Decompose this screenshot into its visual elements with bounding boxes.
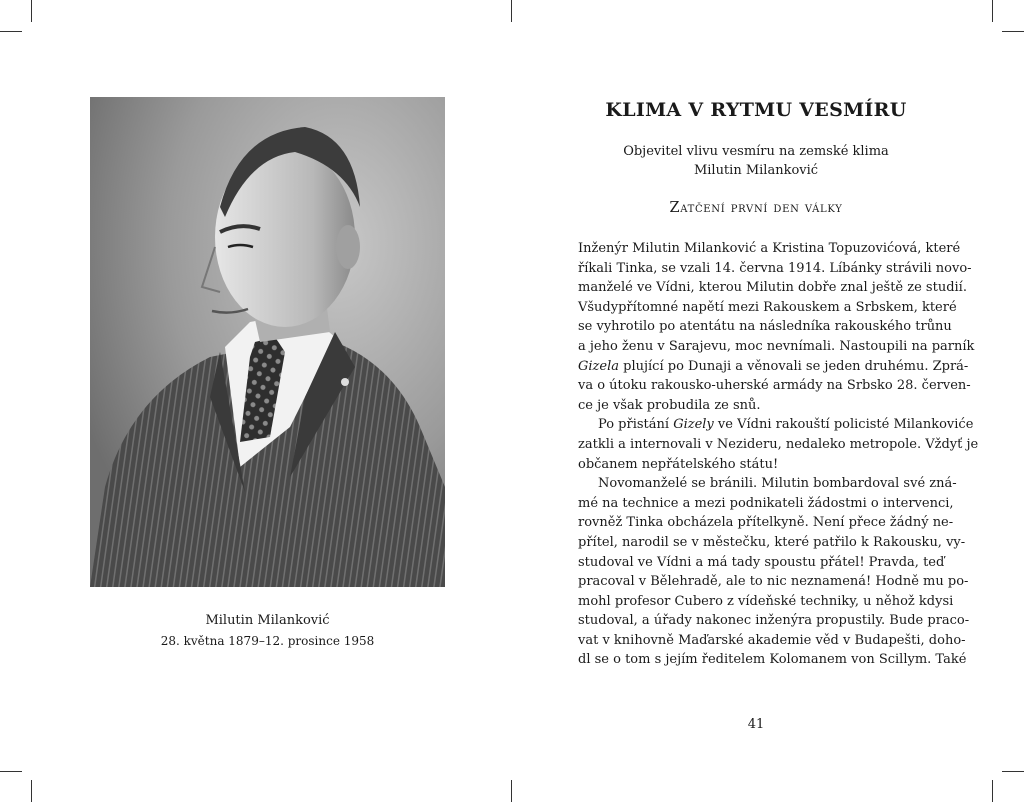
text-line: va o útoku rakousko-uherské armády na Srbsko 28. červen- [578,378,971,394]
crop-mark [0,31,22,32]
subtitle-line: Objevitel vlivu vesmíru na zemské klima [623,144,889,159]
crop-mark [31,0,32,22]
text-line: Novomanželé se bránili. Milutin bombardoval své zná- [598,476,957,492]
text-line: ce je však probudila ze snů. [578,397,761,413]
text-line: vat v knihovně Maďarské akademie věd v Budapešti, doho- [578,632,966,648]
text-line: Všudypřítomné napětí mezi Rakouskem a Srbskem, které [578,299,957,315]
crop-mark [992,0,993,22]
subtitle-line: Milutin Milanković [693,163,819,178]
text-line: dl se o tom s jejím ředitelem Kolomanem von Scillym. Také [578,652,967,668]
text-line: studoval, a úřady nakonec inženýra propustily. Bude praco- [578,613,970,629]
text-line: studoval ve Vídni a má tady spoustu přátel! Pravda, teď [578,554,945,570]
crop-mark [0,771,22,772]
section-heading: Zatčení první den války [669,200,843,216]
text-column [578,97,979,670]
crop-mark [511,0,512,22]
crop-mark [511,780,512,802]
page-number: 41 [747,717,765,732]
text-line: se vyhrotilo po atentátu na následníka rakouského trůnu [578,319,952,335]
text-line: rovněž Tinka obcházela přítelkyně. Není přece žádný ne- [578,515,954,531]
portrait-photo [90,97,445,587]
text-line: občanem nepřátelského státu! [578,456,779,472]
crop-mark [1002,31,1024,32]
text-line: pracoval v Bělehradě, ale to nic neznamená! Hodně mu po- [578,574,969,590]
body-text [578,239,979,670]
crop-mark [31,780,32,802]
text-line: Po přistání Gizely ve Vídni rakouští policisté Milankoviće [598,417,974,433]
text-line: říkali Tinka, se vzali 14. června 1914. Líbánky strávili novo- [578,260,972,276]
text-line: Inženýr Milutin Milanković a Kristina Topuzovićová, které [578,241,961,256]
caption-name: Milutin Milanković [205,613,330,628]
text-line: manželé ve Vídni, kterou Milutin dobře znal ještě ze studií. [578,280,967,296]
text-line: mohl profesor Cubero z vídeňské techniky, u něhož kdysi [578,593,954,609]
chapter-title: KLIMA V RYTMU VESMÍRU [605,99,907,121]
text-line: mé na technice a mezi podnikateli žádostmi o intervenci, [578,495,954,511]
photo-caption [90,611,445,651]
text-line: přítel, narodil se v městečku, které patřilo k Rakousku, vy- [578,534,966,550]
text-line: Gizela plující po Dunaji a věnovali se jeden druhému. Zprá- [578,358,969,374]
text-line: zatkli a internovali v Nezideru, nedaleko metropole. Vždyť je [578,436,979,452]
text-line: a jeho ženu v Sarajevu, moc nevnímali. Nastoupili na parník [578,338,975,354]
caption-dates: 28. května 1879–12. prosince 1958 [160,634,375,648]
crop-mark [1002,771,1024,772]
chapter-subtitle [578,142,934,180]
crop-mark [992,780,993,802]
